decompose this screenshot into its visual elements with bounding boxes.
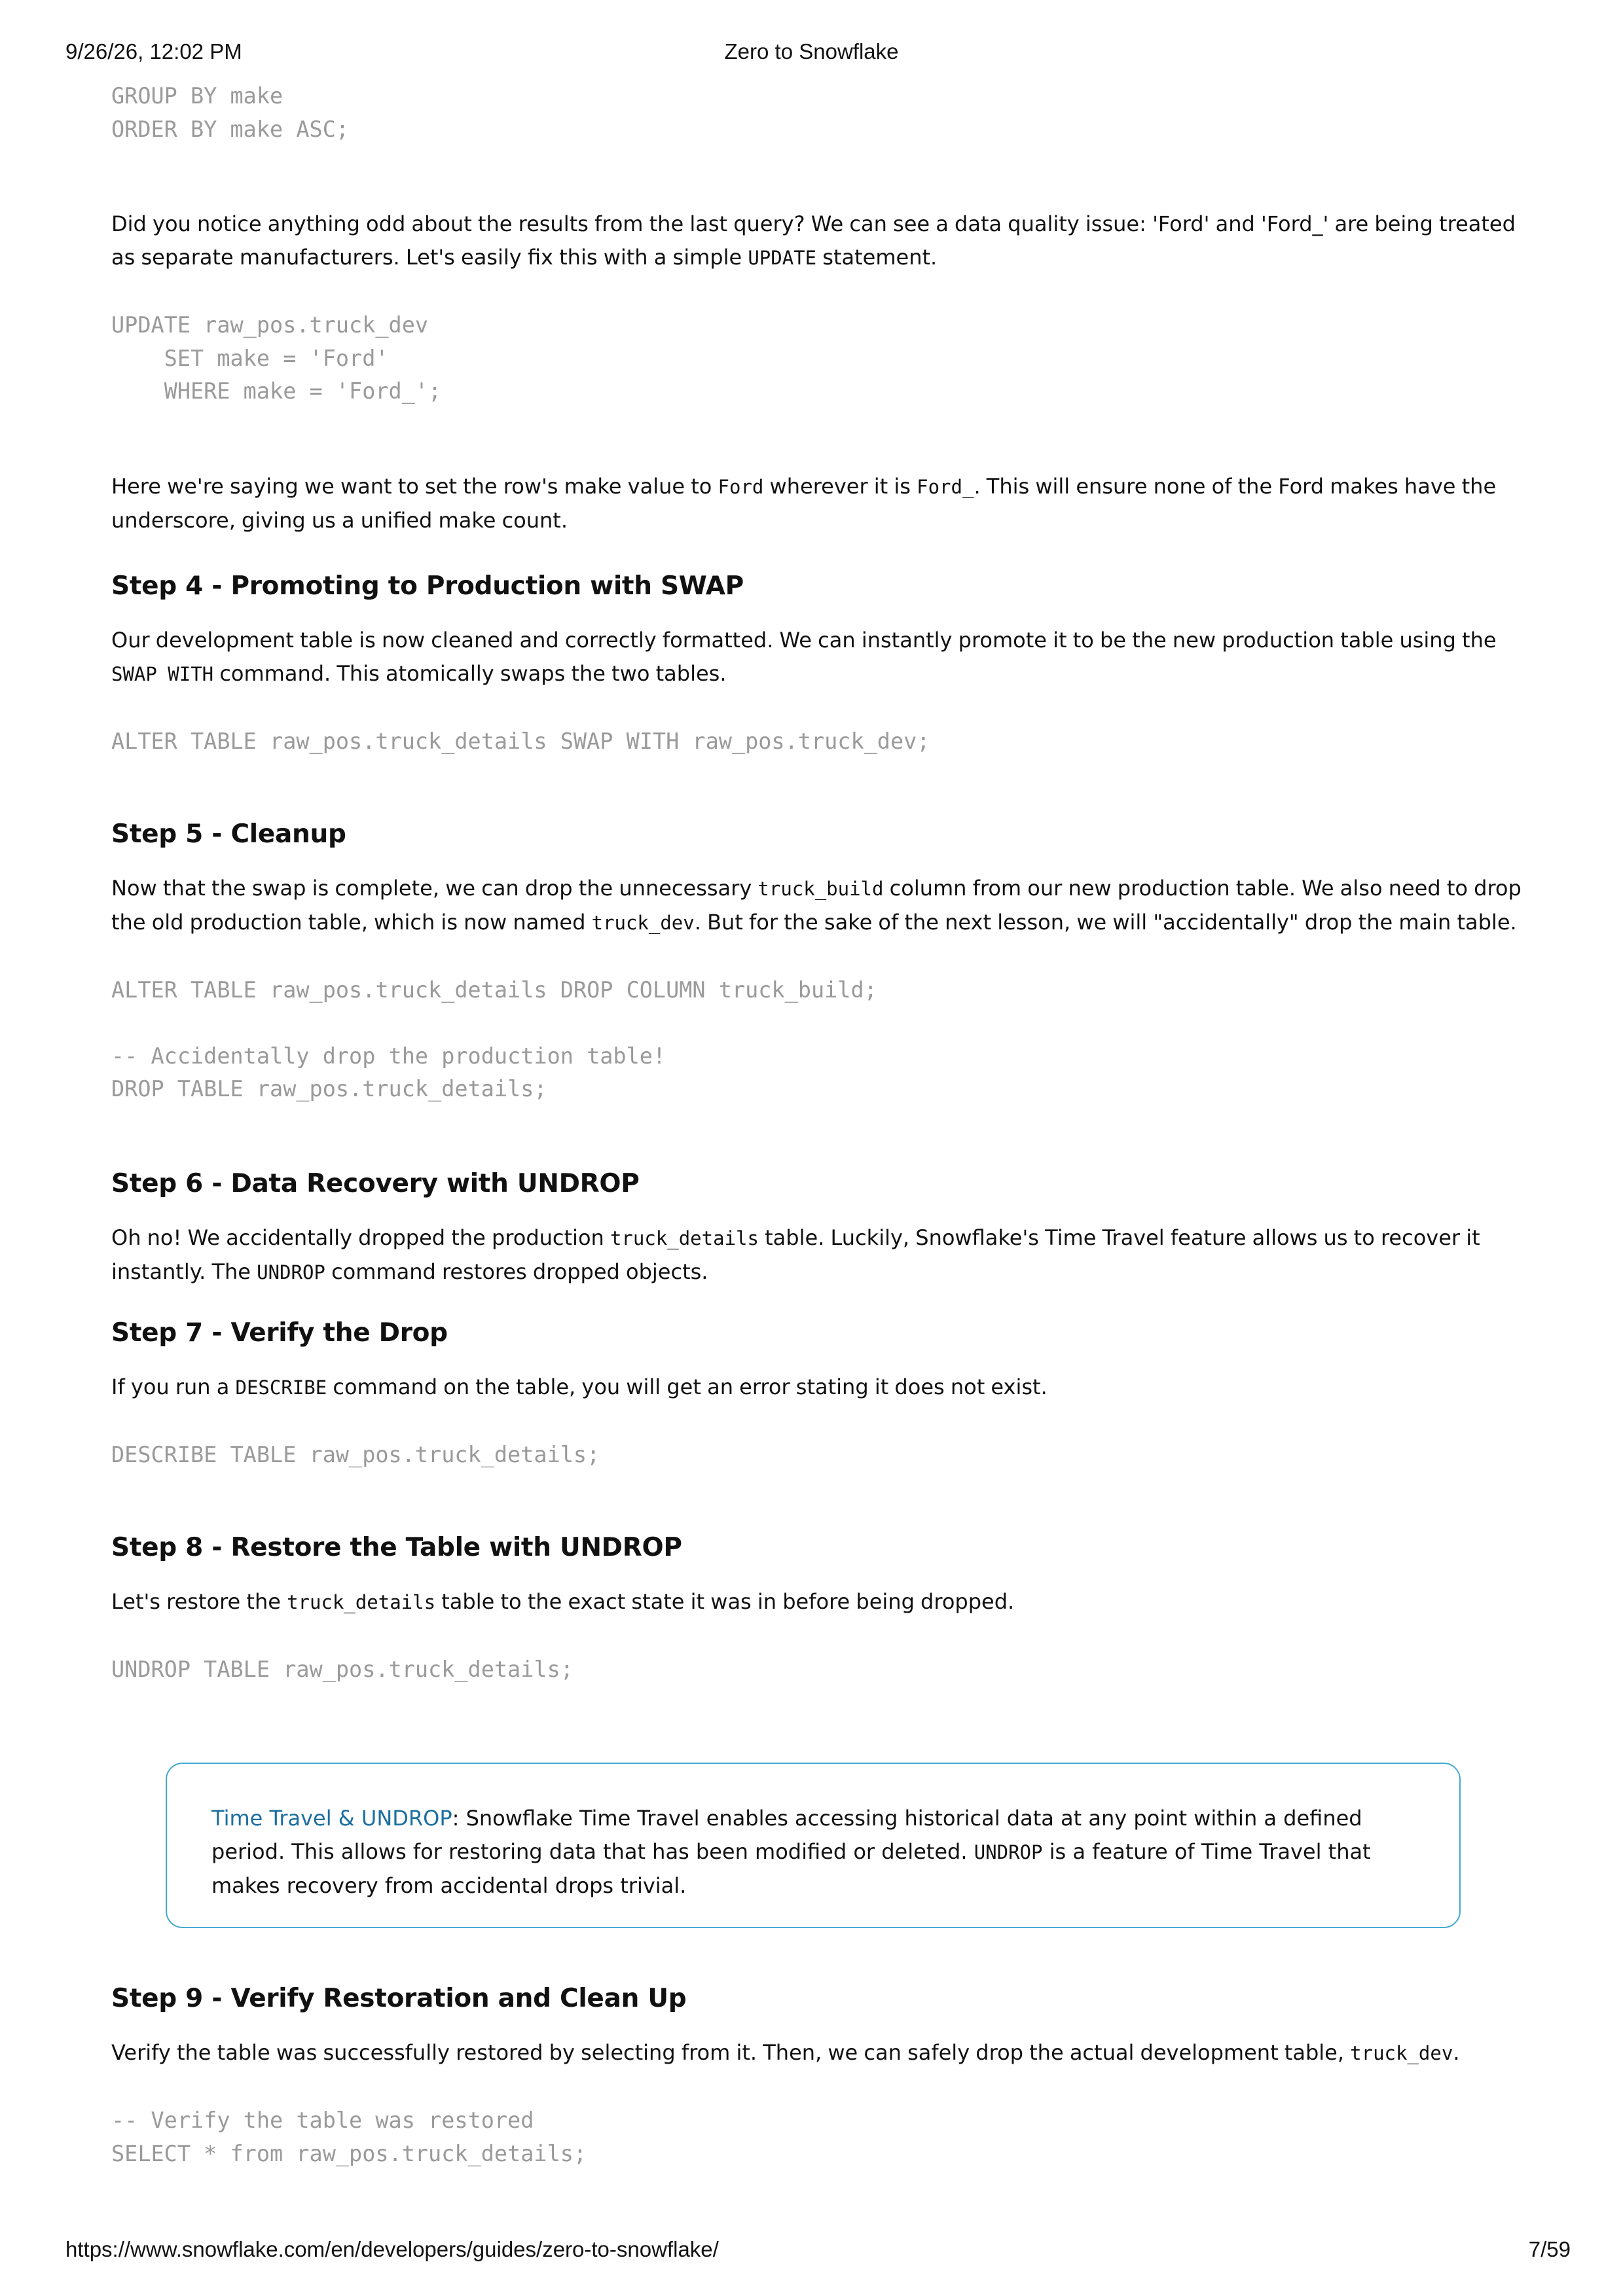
code-block-undrop: UNDROP TABLE raw_pos.truck_details;	[111, 1657, 574, 1682]
heading-step-8: Step 8 - Restore the Table with UNDROP	[111, 1533, 682, 1562]
heading-step-7: Step 7 - Verify the Drop	[111, 1318, 448, 1348]
print-url: https://www.snowflake.com/en/developers/guides/zero-to-snowflake/	[65, 2237, 719, 2261]
code-block-describe: DESCRIBE TABLE raw_pos.truck_details;	[111, 1441, 600, 1467]
inline-code-update: UPDATE	[748, 247, 817, 269]
code-block-drop-table: -- Accidentally drop the production table! DROP TABLE raw_pos.truck_details;	[111, 1043, 666, 1102]
paragraph-step-8: Let's restore the truck_details table to the exact state it was in before being dropped.	[111, 1589, 1015, 1614]
guide-content	[111, 80, 1532, 1687]
code-block-drop-column: ALTER TABLE raw_pos.truck_details DROP COLUMN truck_build;	[111, 977, 877, 1003]
code-block-verify-select: -- Verify the table was restored SELECT * from raw_pos.truck_details;	[111, 2108, 587, 2166]
paragraph-step-7: If you run a DESCRIBE command on the table, you will get an error stating it does not exist.	[111, 1374, 1048, 1399]
code-block-swap: ALTER TABLE raw_pos.truck_details SWAP WITH raw_pos.truck_dev;	[111, 728, 930, 754]
callout-time-travel: Time Travel & UNDROP: Snowflake Time Travel enables accessing historical data at any point within a defined period. This allows for restoring data that has been modified or deleted. UNDROP is a feature of Time Travel that makes recovery from accidental drops trivial.	[166, 1763, 1461, 1928]
heading-step-6: Step 6 - Data Recovery with UNDROP	[111, 1168, 640, 1198]
paragraph-step-6: Oh no! We accidentally dropped the production truck_details table. Luckily, Snowflake's Time Travel feature allows us to recover it instantly. The UNDROP command restores dropped objects.	[111, 1225, 1480, 1284]
paragraph-step-9: Verify the table was successfully restored by selecting from it. Then, we can safely drop the actual development table, truck_dev.	[111, 2040, 1460, 2065]
callout-link-time-travel[interactable]: Time Travel & UNDROP	[211, 1806, 452, 1831]
heading-step-5: Step 5 - Cleanup	[111, 819, 346, 849]
guide-content-bottom	[111, 1982, 1532, 2170]
print-datetime: 9/26/26, 12:02 PM	[65, 39, 242, 63]
heading-step-9: Step 9 - Verify Restoration and Clean Up	[111, 1984, 687, 2013]
code-block-update: UPDATE raw_pos.truck_dev SET make = 'Ford' WHERE make = 'Ford_';	[111, 312, 442, 404]
paragraph-update-explain: Here we're saying we want to set the row's make value to Ford wherever it is Ford_. This will ensure none of the Ford makes have the underscore, giving us a unified make count.	[111, 473, 1497, 533]
print-page-number: 7/59	[1528, 2237, 1571, 2261]
paragraph-data-quality: Did you notice anything odd about the results from the last query? We can see a data quality issue: 'Ford' and 'Ford_' are being treated as separate manufacturers. Let's easily fix this with a simple UPDATE statement.	[111, 211, 1516, 270]
code-block-group-order: GROUP BY make ORDER BY make ASC;	[111, 83, 350, 142]
print-title: Zero to Snowflake	[724, 39, 899, 63]
paragraph-step-4: Our development table is now cleaned and correctly formatted. We can instantly promote it to be the new production table using the SWAP WITH command. This atomically swaps the two tables.	[111, 627, 1497, 686]
heading-step-4: Step 4 - Promoting to Production with SWAP	[111, 571, 744, 601]
paragraph-step-5: Now that the swap is complete, we can drop the unnecessary truck_build column from our new production table. We also need to drop the old production table, which is now named truck_dev. But for the sake of the next lesson, we will "accidentally" drop the main table.	[111, 876, 1522, 935]
